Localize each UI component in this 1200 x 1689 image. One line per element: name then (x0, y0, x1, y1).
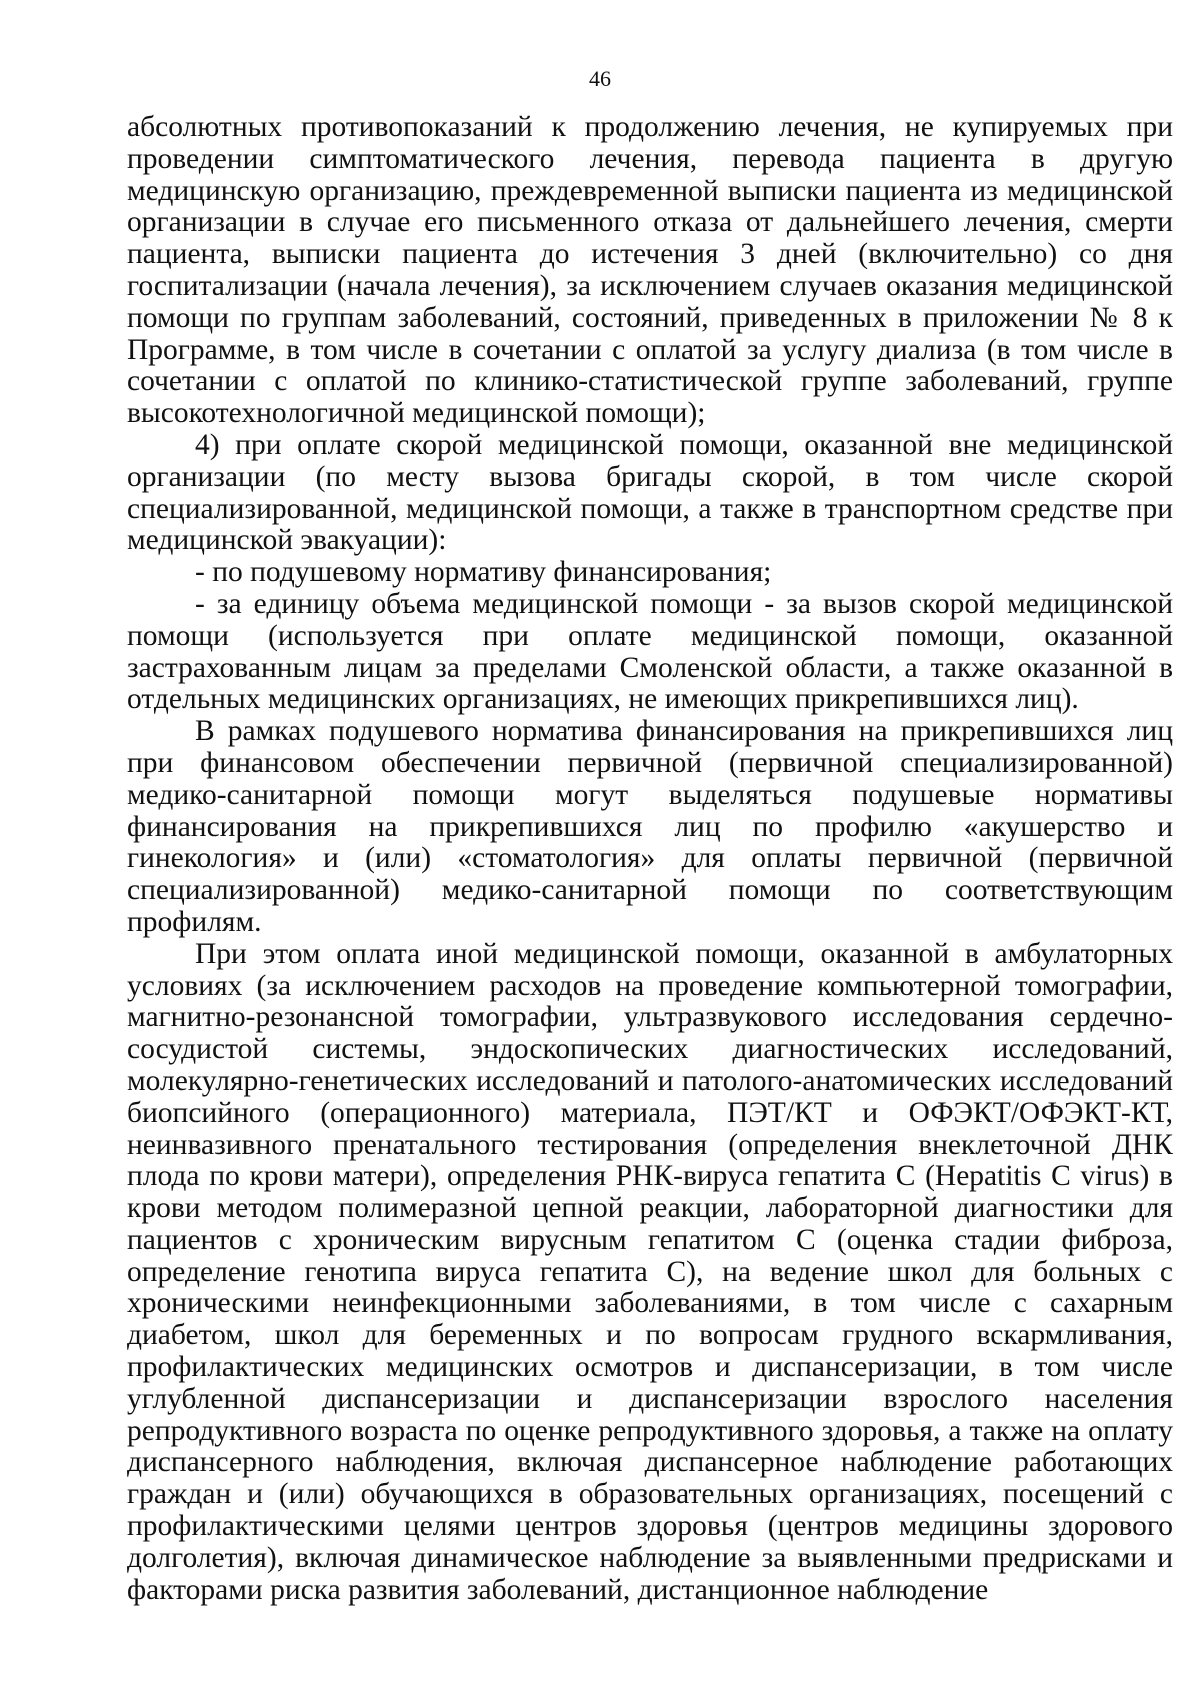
list-item-per-capita: - по подушевому нормативу финансирования; (195, 556, 772, 589)
list-item-per-unit: - за единицу объема медицинской помощи - за вызов скорой медицинской помощи (используется при оплате медицинской помощи, оказанной застрахованным лицам за пределами Смоленской области, а также оказанной в отдельных медицинских организациях, не имеющих прикрепившихся лиц). (127, 587, 1173, 716)
paragraph-outpatient-payment: При этом оплата иной медицинской помощи, оказанной в амбулаторных условиях (за исключением расходов на проведение компьютерной томографии, магнитно-резонансной томографии, ультразвукового исследования сердечно-сосудистой системы, эндоскопических диагностических исследований, молекулярно-генетических исследований и патолого-анатомических исследований биопсийного (операционного) материала, ПЭТ/КТ и ОФЭКТ/ОФЭКТ-КТ, неинвазивного пренатального тестирования (определения внеклеточной ДНК плода по крови матери), определения РНК-вируса гепатита С (Hepatitis C virus) в крови методом полимеразной цепной реакции, лабораторной диагностики для пациентов с хроническим вирусным гепатитом С (оценка стадии фиброза, определение генотипа вируса гепатита С), на ведение школ для больных с хроническими неинфекционными заболеваниями, в том числе с сахарным диабетом, школ для беременных и по вопросам грудного вскармливания, профилактических медицинских осмотров и диспансеризации, в том числе углубленной диспансеризации и диспансеризации взрослого населения репродуктивного возраста по оценке репродуктивного здоровья, а также на оплату диспансерного наблюдения, включая диспансерное наблюдение работающих граждан и (или) обучающихся в образовательных организациях, посещений с профилактическими целями центров здоровья (центров медицины здорового долголетия), включая динамическое наблюдение за выявленными предрисками и факторами риска развития заболеваний, дистанционное наблюдение (127, 937, 1173, 1606)
document-body (127, 112, 1173, 1606)
paragraph-continuation: абсолютных противопоказаний к продолжению лечения, не купируемых при проведении симптоматического лечения, перевода пациента в другую медицинскую организацию, преждевременной выписки пациента из медицинской организации в случае его письменного отказа от дальнейшего лечения, смерти пациента, выписки пациента до истечения 3 дней (включительно) со дня госпитализации (начала лечения), за исключением случаев оказания медицинской помощи по группам заболеваний, состояний, приведенных в приложении № 8 к Программе, в том числе в сочетании с оплатой за услугу диализа (в том числе в сочетании с оплатой по клинико-статистической группе заболеваний, группе высокотехнологичной медицинской помощи); (127, 111, 1173, 430)
paragraph-per-capita-standards: В рамках подушевого норматива финансирования на прикрепившихся лиц при финансовом обеспечении первичной (первичной специализированной) медико-санитарной помощи могут выделяться подушевые нормативы финансирования на прикрепившихся лиц по профилю «акушерство и гинекология» и (или) «стоматология» для оплаты первичной (первичной специализированной) медико-санитарной помощи по соответствующим профилям. (127, 715, 1173, 938)
page-number: 46 (589, 66, 611, 91)
paragraph-item-4: 4) при оплате скорой медицинской помощи, оказанной вне медицинской организации (по месту вызова бригады скорой, в том числе скорой специализированной, медицинской помощи, а также в транспортном средстве при медицинской эвакуации): (127, 428, 1173, 557)
